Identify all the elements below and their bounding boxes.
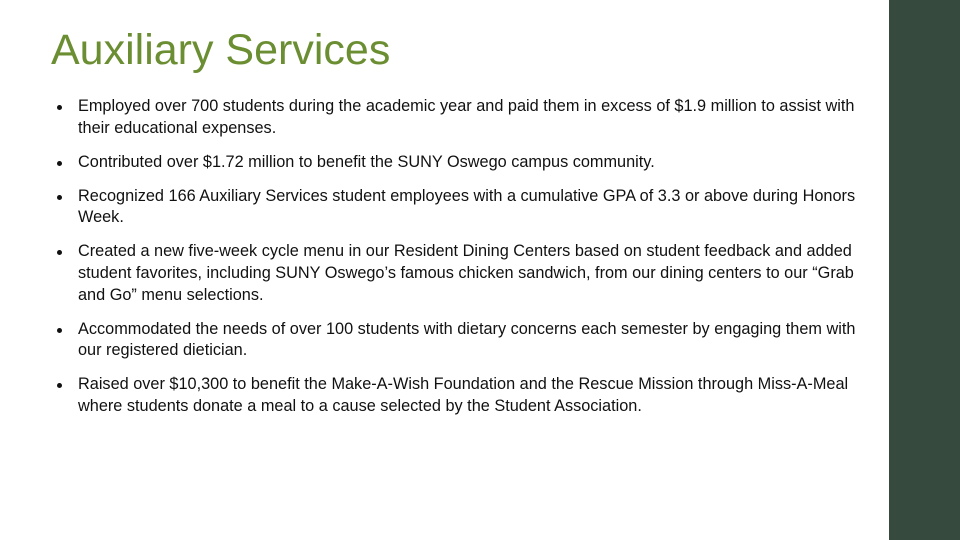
list-item — [57, 374, 857, 417]
bullet-text: Accommodated the needs of over 100 students with dietary concerns each semester by engaging them with our registered dietician. — [78, 319, 856, 360]
bullet-icon — [57, 195, 62, 200]
bullet-icon — [57, 250, 62, 255]
bullet-text: Employed over 700 students during the academic year and paid them in excess of $1.9 million to assist with their educational expenses. — [78, 97, 855, 137]
bullet-text: Contributed over $1.72 million to benefit the SUNY Oswego campus community. — [78, 152, 655, 171]
list-item — [57, 186, 857, 229]
decorative-sidebar — [889, 0, 960, 540]
list-item — [57, 319, 857, 362]
bullet-icon — [57, 161, 62, 166]
list-item — [57, 152, 857, 174]
bullet-icon — [57, 105, 62, 110]
bullet-text: Raised over $10,300 to benefit the Make-A-Wish Foundation and the Rescue Mission through Miss-A-Meal where students donate a meal to a cause selected by the Student Association. — [78, 375, 849, 416]
bullet-icon — [57, 328, 62, 333]
list-item — [57, 241, 857, 306]
bullet-text: Created a new five-week cycle menu in our Resident Dining Centers based on student feedback and added student favorites, including SUNY Oswego’s famous chicken sandwich, from our dining centers to our “Grab and Go” menu selections. — [78, 242, 854, 304]
bullet-icon — [57, 383, 62, 388]
bullet-text: Recognized 166 Auxiliary Services student employees with a cumulative GPA of 3.3 or above during Honors Week. — [78, 186, 856, 227]
list-item — [57, 96, 857, 139]
slide-title: Auxiliary Services — [51, 26, 391, 74]
bullet-list — [57, 96, 857, 430]
